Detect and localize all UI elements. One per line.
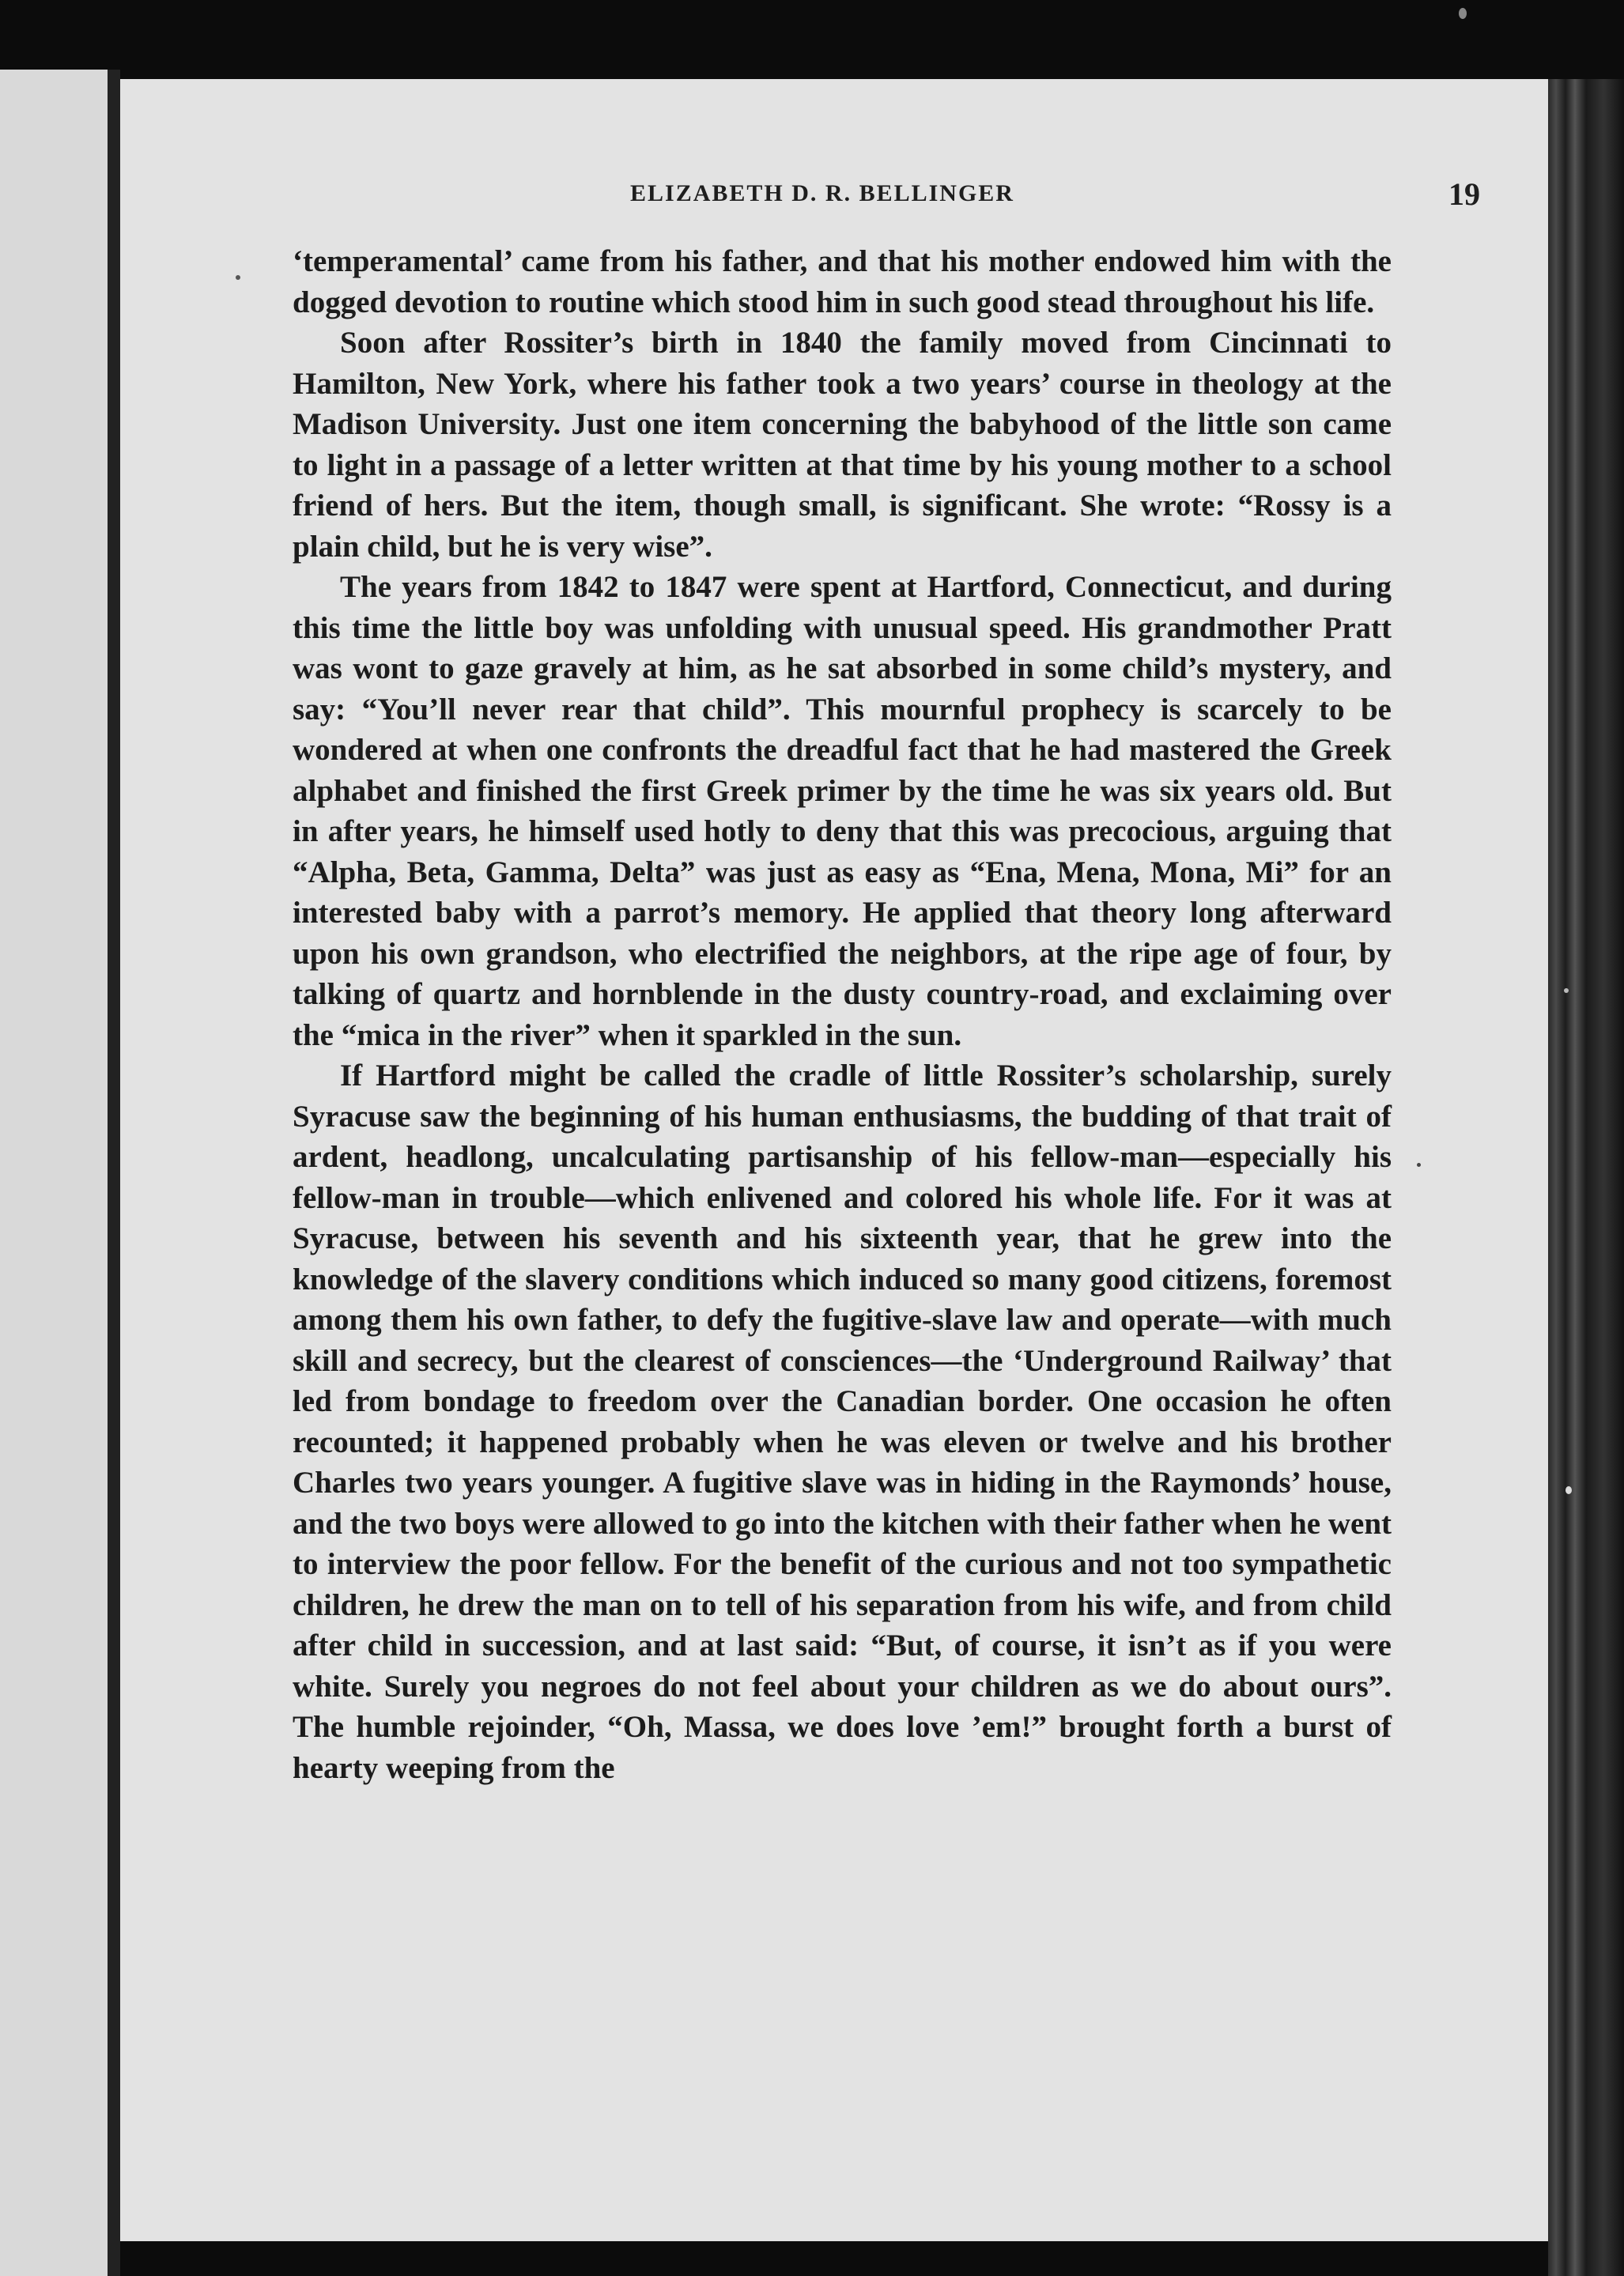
page-gutter-shadow <box>108 70 120 2276</box>
page-number: 19 <box>1448 176 1480 212</box>
paragraph: If Hartford might be called the cradle of little Rossiter’s scholarship, surely Syracuse saw the beginning of his human enthusiasms, the budding of that trait of ardent, headlong, uncalculating partisanship of his fellow-man—especially his fellow-man in trouble—which enlivened and colored his whole life. For it was at Syracuse, between his seventh and his sixteenth year, that he grew into the knowledge of the slavery conditions which induced so many good citizens, foremost among them his own father, to defy the fugitive-slave law and operate—with much skill and secrecy, but the clearest of consciences—the ‘Underground Railway’ that led from bondage to freedom over the Canadian border. One occasion he often recounted; it happened probably when he was eleven or twelve and his brother Charles two years younger. A fugitive slave was in hiding in the Raymonds’ house, and the two boys were allowed to go into the kitchen with their father when he went to interview the poor fellow. For the benefit of the curious and not too sympathetic children, he drew the man on to tell of his separation from his wife, and from child after child in succession, and at last said: “But, of course, it isn’t as if you were white. Surely you negroes do not feel about your children as we do about ours”. The humble rejoinder, “Oh, Massa, we does love ’em!” brought forth a burst of hearty weeping from the <box>293 1059 1392 1785</box>
scan-speck <box>1564 988 1569 993</box>
scan-speck <box>1459 8 1467 19</box>
page-stack-edge <box>1548 79 1624 2276</box>
scan-speck <box>1417 1163 1421 1167</box>
page-header <box>120 176 1548 223</box>
paragraph: The years from 1842 to 1847 were spent at Hartford, Connecticut, and during this time the little boy was unfolding with unusual speed. His grandmother Pratt was wont to gaze gravely at him, as he sat absorbed in some child’s mystery, and say: “You’ll never rear that child”. This mournful prophecy is scarcely to be wondered at when one confronts the dreadful fact that he had mastered the Greek alphabet and finished the first Greek primer by the time he was six years old. But in after years, he himself used hotly to deny that this was precocious, arguing that “Alpha, Beta, Gamma, Delta” was just as easy as “Ena, Mena, Mona, Mi” for an interested baby with a parrot’s memory. He applied that theory long afterward upon his own grandson, who electrified the neighbors, at the ripe age of four, by talking of quartz and hornblende in the dusty country-road, and exclaiming over the “mica in the river” when it sparkled in the sun. <box>293 570 1392 1052</box>
previous-page-strip <box>0 70 119 2276</box>
scan-speck <box>236 275 240 280</box>
paragraph: Soon after Rossiter’s birth in 1840 the family moved from Cincinnati to Hamilton, New York, where his father took a two years’ course in theology at the Madison University. Just one item concerning the babyhood of the little son came to light in a passage of a letter written at that time by his young mother to a school friend of hers. But the item, though small, is significant. She wrote: “Rossy is a plain child, but he is very wise”. <box>293 326 1392 564</box>
running-head: ELIZABETH D. R. BELLINGER <box>630 180 1014 206</box>
paragraph: ‘temperamental’ came from his father, and that his mother endowed him with the dogged devotion to routine which stood him in such good stead throughout his life. <box>293 244 1392 319</box>
scan-speck <box>1565 1486 1572 1494</box>
body-text <box>293 241 1392 1788</box>
